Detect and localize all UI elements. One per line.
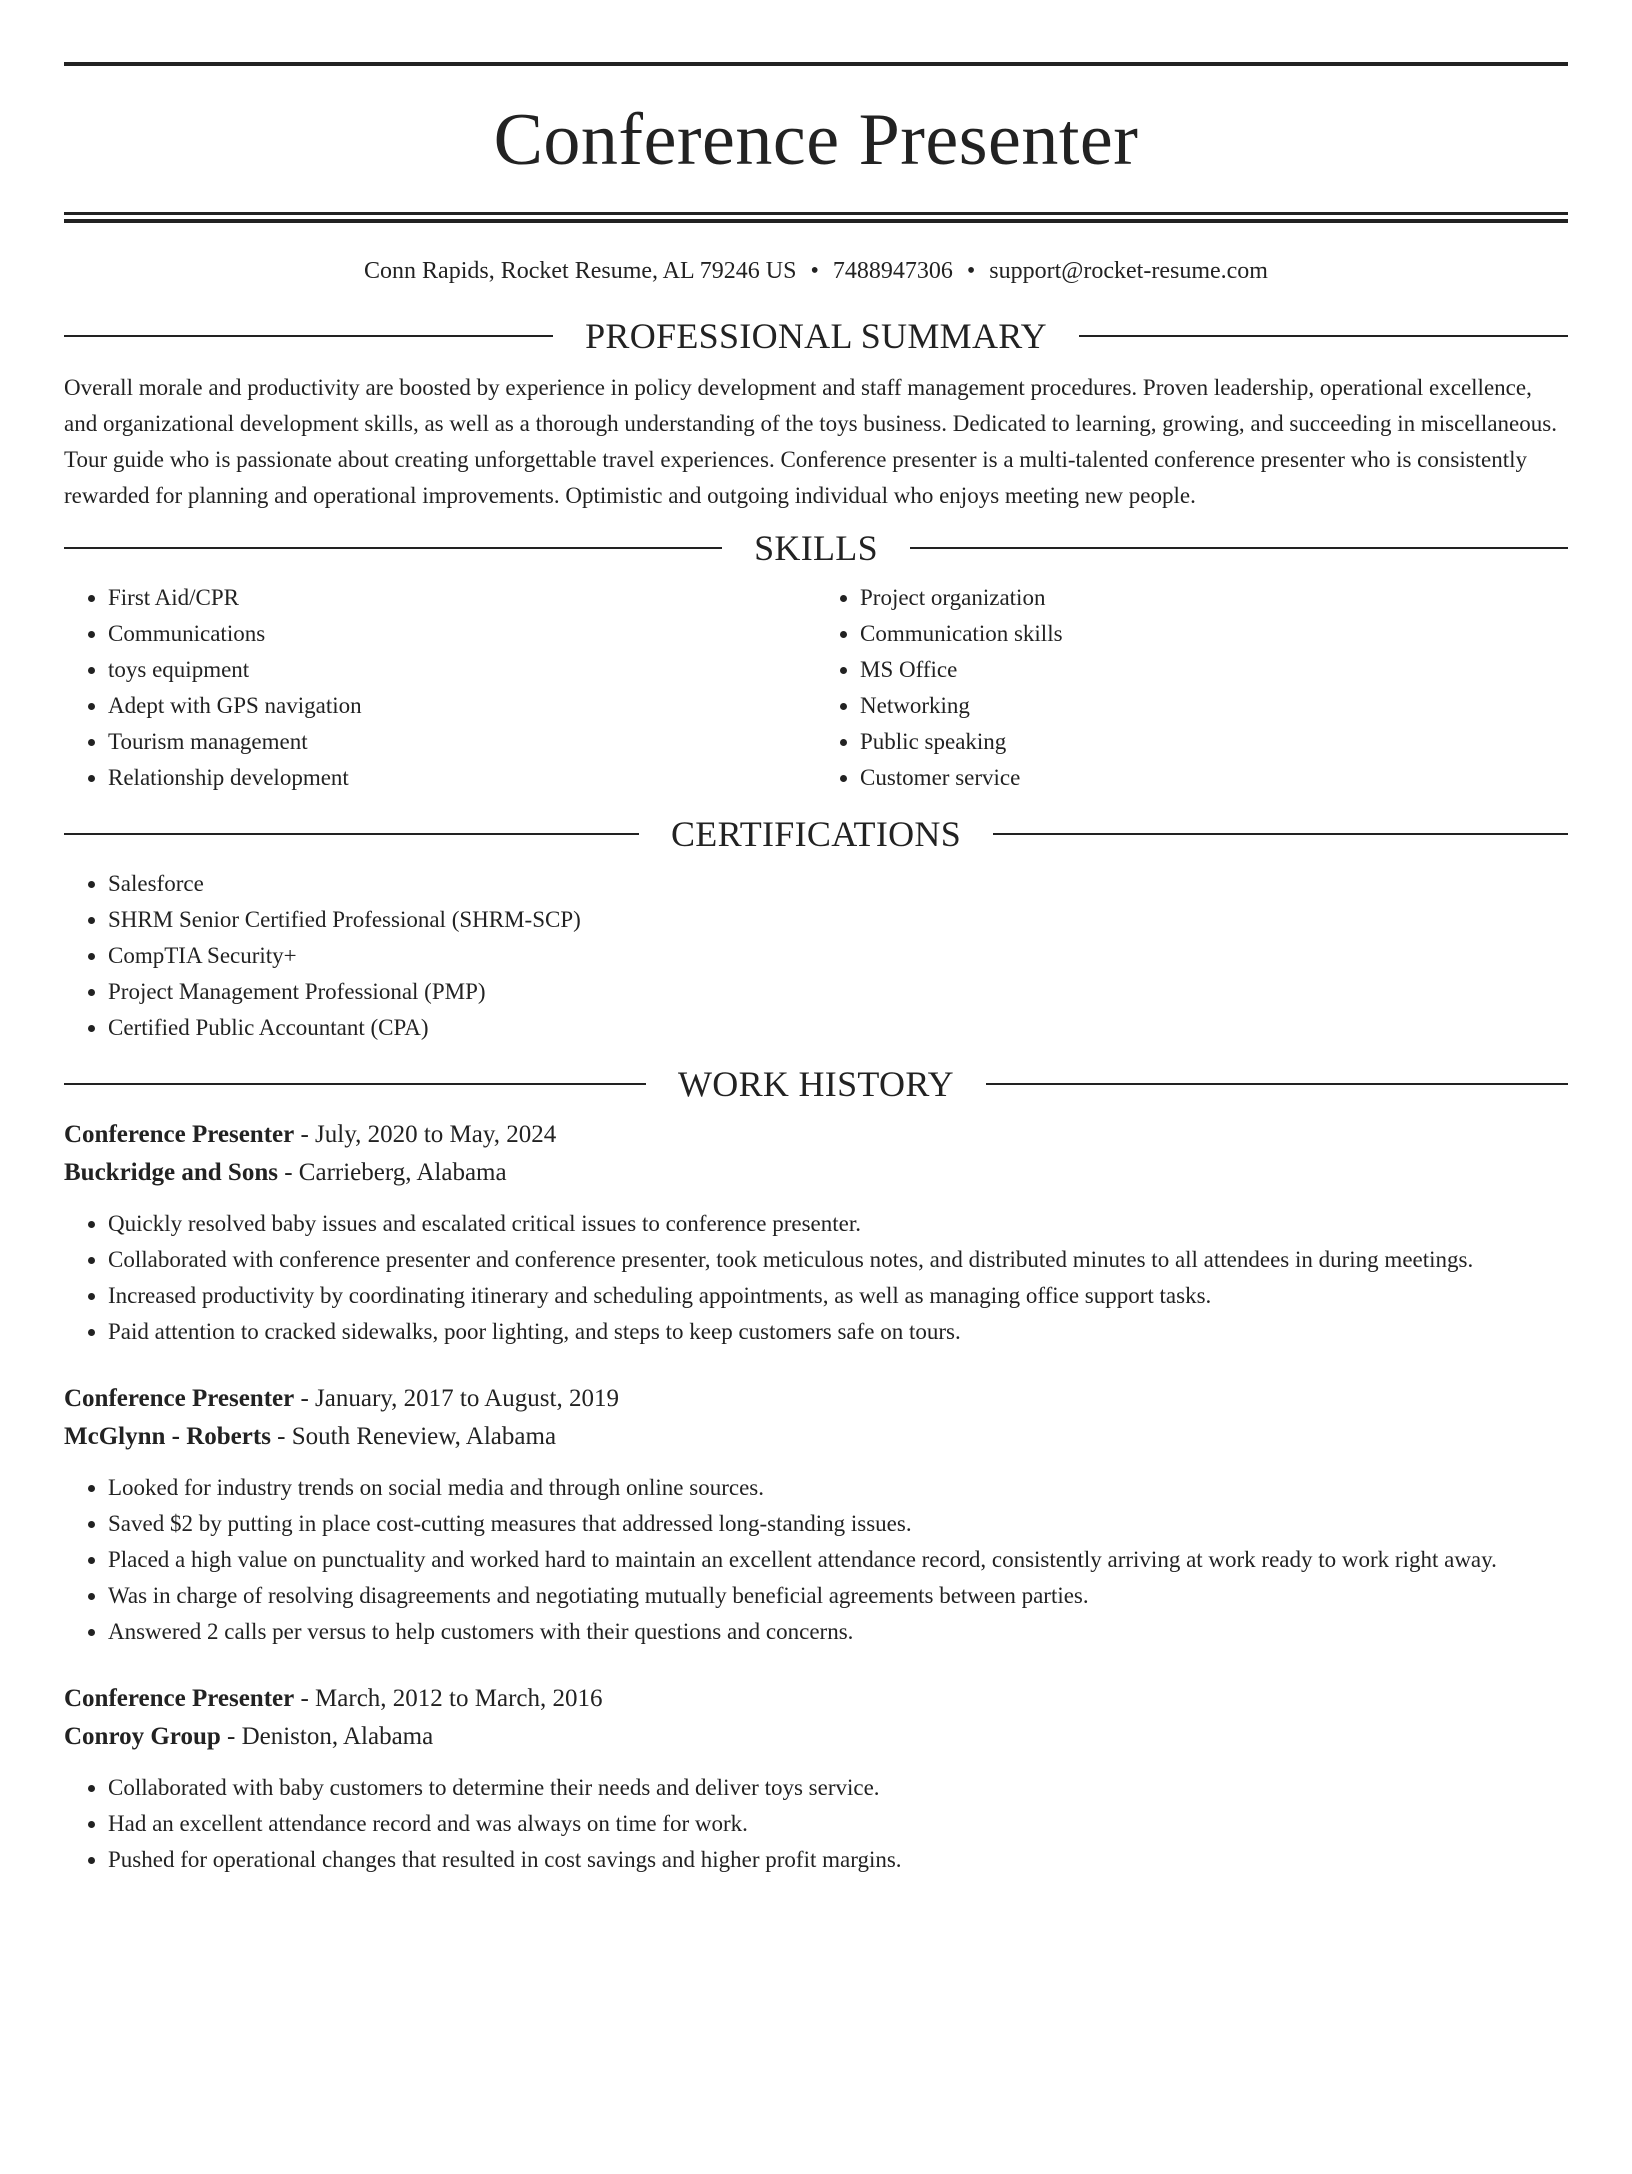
skill-item: • Communication skills <box>860 616 1568 652</box>
skill-item: • First Aid/CPR <box>108 580 816 616</box>
skill-item: • Communications <box>108 616 816 652</box>
skill-item: • Public speaking <box>860 724 1568 760</box>
job-dates: - January, 2017 to August, 2019 <box>294 1385 619 1412</box>
section-rule-right <box>993 833 1568 835</box>
skills-column-left <box>64 580 816 796</box>
job-bullet: • Quickly resolved baby issues and escalated critical issues to conference presenter. <box>108 1206 1568 1242</box>
contact-address: Conn Rapids, Rocket Resume, AL 79246 US <box>364 258 797 284</box>
job-location: - Deniston, Alabama <box>220 1723 434 1750</box>
job-bullet: • Placed a high value on punctuality and worked hard to maintain an excellent attendance record, consistently arriving at work ready to work right away. <box>108 1542 1568 1578</box>
job-entry <box>64 1380 1568 1650</box>
skills-column-right <box>816 580 1568 796</box>
section-title-summary: PROFESSIONAL SUMMARY <box>585 316 1047 356</box>
job-role: Conference Presenter <box>64 1121 295 1148</box>
job-title-line <box>64 1380 1568 1418</box>
job-bullet: • Paid attention to cracked sidewalks, poor lighting, and steps to keep customers safe on tours. <box>108 1314 1568 1350</box>
skill-item: • toys equipment <box>108 652 816 688</box>
job-bullet: • Saved $2 by putting in place cost-cutting measures that addressed long-standing issues. <box>108 1506 1568 1542</box>
job-location: - South Reneview, Alabama <box>270 1423 557 1450</box>
job-bullets <box>64 1770 1568 1878</box>
skill-item: • Networking <box>860 688 1568 724</box>
job-company-line <box>64 1154 1568 1192</box>
contact-line <box>64 256 1568 286</box>
job-role: Conference Presenter <box>64 1385 295 1412</box>
contact-email: support@rocket-resume.com <box>989 258 1268 284</box>
job-company: Buckridge and Sons <box>64 1159 278 1186</box>
section-title-skills: SKILLS <box>754 528 878 568</box>
job-bullet: • Increased productivity by coordinating itinerary and scheduling appointments, as well as managing office support tasks. <box>108 1278 1568 1314</box>
job-company: McGlynn - Roberts <box>64 1423 271 1450</box>
skill-item: • Adept with GPS navigation <box>108 688 816 724</box>
section-rule-left <box>64 547 722 549</box>
skills-list <box>64 580 1568 796</box>
skill-item: • Relationship development <box>108 760 816 796</box>
job-dates: - July, 2020 to May, 2024 <box>294 1121 557 1148</box>
job-title-line <box>64 1116 1568 1154</box>
certification-item: • SHRM Senior Certified Professional (SHRM-SCP) <box>108 902 1568 938</box>
job-company-line <box>64 1718 1568 1756</box>
certification-item: • Project Management Professional (PMP) <box>108 974 1568 1010</box>
header-double-rule <box>64 212 1568 223</box>
job-bullet: • Answered 2 calls per versus to help customers with their questions and concerns. <box>108 1614 1568 1650</box>
job-bullet: • Collaborated with baby customers to determine their needs and deliver toys service. <box>108 1770 1568 1806</box>
job-role: Conference Presenter <box>64 1685 295 1712</box>
section-rule-right <box>1079 335 1568 337</box>
job-dates: - March, 2012 to March, 2016 <box>294 1685 603 1712</box>
job-title-line <box>64 1680 1568 1718</box>
job-bullet: • Was in charge of resolving disagreements and negotiating mutually beneficial agreements between parties. <box>108 1578 1568 1614</box>
section-header-summary <box>64 316 1568 356</box>
section-header-skills <box>64 528 1568 568</box>
job-entry <box>64 1680 1568 1878</box>
header-top-rule <box>64 62 1568 66</box>
section-rule-left <box>64 833 639 835</box>
job-entry <box>64 1116 1568 1350</box>
section-rule-right <box>986 1083 1568 1085</box>
certification-item: • CompTIA Security+ <box>108 938 1568 974</box>
skill-item: • Project organization <box>860 580 1568 616</box>
skill-item: • Customer service <box>860 760 1568 796</box>
contact-phone: 7488947306 <box>832 258 953 284</box>
contact-separator: • <box>966 258 976 284</box>
section-header-work-history <box>64 1064 1568 1104</box>
job-bullet: • Collaborated with conference presenter and conference presenter, took meticulous notes, and distributed minutes to all attendees in during meetings. <box>108 1242 1568 1278</box>
job-bullets <box>64 1206 1568 1350</box>
certification-item: • Certified Public Accountant (CPA) <box>108 1010 1568 1046</box>
contact-separator: • <box>810 258 819 284</box>
summary-paragraph: Overall morale and productivity are boosted by experience in policy development and staff management procedures. Proven leadership, operational excellence, and organizational development skills, as well as a thorough understanding of the toys business. Dedicated to learning, growing, and succeeding in miscellaneous. Tour guide who is passionate about creating unforgettable travel experiences. Conference presenter is a multi-talented conference presenter who is consistently rewarded for planning and operational improvements. Optimistic and outgoing individual who enjoys meeting new people. <box>64 375 1557 508</box>
skill-item: • Tourism management <box>108 724 816 760</box>
resume-page <box>0 62 1632 2174</box>
section-rule-left <box>64 335 553 337</box>
certifications-list <box>64 866 1568 1046</box>
section-rule-right <box>910 547 1568 549</box>
resume-name-heading: Conference Presenter <box>493 99 1139 181</box>
section-rule-left <box>64 1083 646 1085</box>
section-title-certifications: CERTIFICATIONS <box>670 814 962 854</box>
section-header-certifications <box>64 814 1568 854</box>
job-bullet: • Looked for industry trends on social media and through online sources. <box>108 1470 1568 1506</box>
job-bullets <box>64 1470 1568 1650</box>
job-location: - Carrieberg, Alabama <box>277 1159 507 1186</box>
section-title-work-history: WORK HISTORY <box>678 1064 954 1104</box>
skill-item: • MS Office <box>860 652 1568 688</box>
certification-item: • Salesforce <box>108 866 1568 902</box>
job-company: Conroy Group <box>64 1723 221 1750</box>
job-company-line <box>64 1418 1568 1456</box>
job-bullet: • Had an excellent attendance record and was always on time for work. <box>108 1806 1568 1842</box>
job-bullet: • Pushed for operational changes that resulted in cost savings and higher profit margins. <box>108 1842 1568 1878</box>
